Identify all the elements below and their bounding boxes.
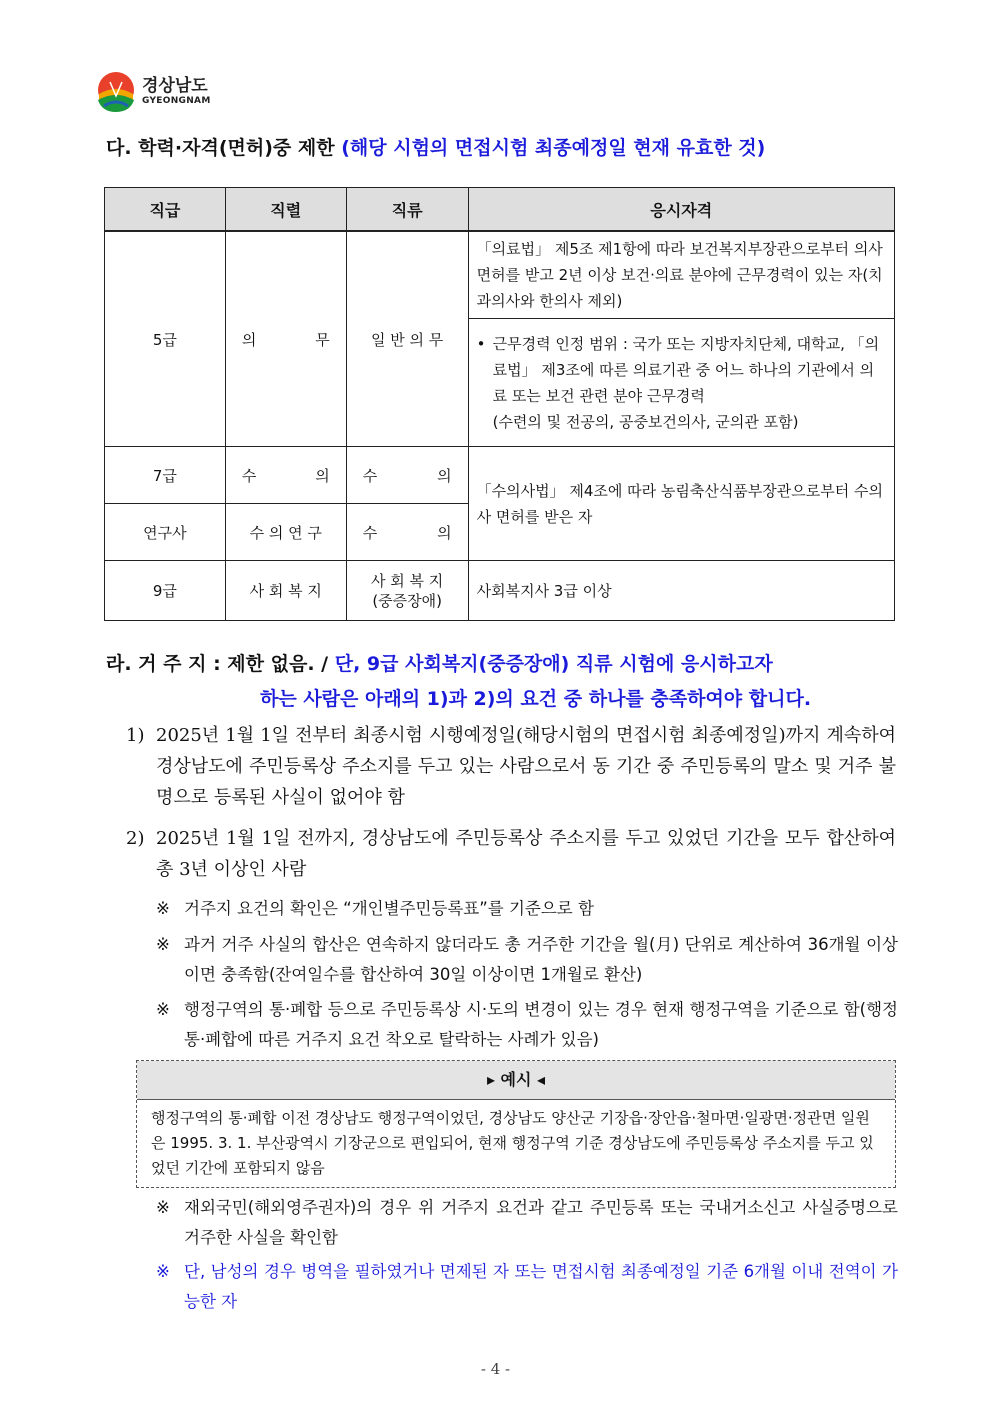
- table-row: [105, 447, 895, 504]
- section-residence-title: 라. 거 주 지 : 제한 없음. /: [106, 653, 329, 675]
- series-char: 의: [241, 330, 257, 349]
- work-experience-scope: 근무경력 인정 범위 : 국가 또는 지방자치단체, 대학교, 「의료법」 제3조에 따른 의료기관 중 어느 하나의 기관에서 의료 또는 보건 관련 분야 근무경력: [492, 334, 880, 405]
- note-mark: ※: [156, 899, 170, 918]
- note-text: 단, 남성의 경우 병역을 필하였거나 면제된 자 또는 면접시험 최종예정일 기준 6개월 이내 전역이 가능한 자: [184, 1262, 898, 1311]
- cell-qualification: 「의료법」 제5조 제1항에 따라 보건복지부장관으로부터 의사 면허를 받고 2년 이상 보건·의료 분야에 근무경력이 있는 자(치과의사와 한의사 제외): [468, 231, 894, 319]
- table-row: [105, 561, 895, 621]
- header-series: 직렬: [225, 188, 346, 232]
- note-text: 행정구역의 통·폐합 등으로 주민등록상 시·도의 변경이 있는 경우 현재 행정구역을 기준으로 함(행정 통·폐합에 따른 거주지 요건 착오로 탈락하는 사례가 있음): [184, 1000, 898, 1049]
- cell-qualification: 사회복지사 3급 이상: [468, 561, 894, 621]
- category-line: (중증장애): [372, 591, 442, 610]
- logo-name-kr: 경상남도: [142, 76, 208, 96]
- qualification-table: [104, 187, 895, 621]
- cell-category: [346, 447, 468, 504]
- gyeongnam-emblem-icon: [96, 70, 136, 114]
- cell-series: [225, 231, 346, 447]
- category-char: 의: [437, 466, 452, 485]
- item-number: 1): [126, 725, 145, 746]
- cell-qualification: 「수의사법」 제4조에 따라 농림축산식품부장관으로부터 수의사 면허를 받은 자: [468, 447, 894, 561]
- gyeongnam-logo: [96, 70, 211, 114]
- page-number: - 4 -: [480, 1360, 511, 1378]
- note-mark: ※: [156, 1198, 170, 1217]
- section-residence-note-2: 하는 사람은 아래의 1)과 2)의 요건 중 하나를 충족하여야 합니다.: [260, 688, 812, 710]
- cell-category: [346, 561, 468, 621]
- work-experience-include: (수련의 및 전공의, 공중보건의사, 군의관 포함): [492, 412, 799, 431]
- series-char: 무: [315, 330, 330, 349]
- list-item: [126, 823, 896, 885]
- note-item: [156, 894, 898, 924]
- section-education-heading: [106, 133, 765, 160]
- note-text: 재외국민(해외영주권자)의 경우 위 거주지 요건과 같고 주민등록 또는 국내거소신고 사실증명으로 거주한 사실을 확인함: [184, 1198, 898, 1247]
- cell-series: [225, 447, 346, 504]
- series-char: 의: [315, 466, 330, 485]
- cell-grade: 7급: [105, 447, 226, 504]
- category-char: 수: [362, 466, 378, 485]
- bullet-mark: •: [476, 334, 486, 353]
- note-mark: ※: [156, 1000, 170, 1019]
- cell-category: [346, 504, 468, 561]
- note-text: 과거 거주 사실의 합산은 연속하지 않더라도 총 거주한 기간을 월(月) 단위로 계산하여 36개월 이상이면 충족함(잔여일수를 합산하여 30일 이상이면 1개월로 환산): [184, 935, 898, 984]
- cell-grade: 연구사: [105, 504, 226, 561]
- cell-grade: 5급: [105, 231, 226, 447]
- header-qualification: 응시자격: [468, 188, 894, 232]
- cell-grade: 9급: [105, 561, 226, 621]
- note-item: [156, 1193, 898, 1253]
- item-text: 2025년 1월 1일 전까지, 경상남도에 주민등록상 주소지를 두고 있었던 기간을 모두 합산하여 총 3년 이상인 사람: [156, 828, 896, 880]
- section-residence-note-1: 단, 9급 사회복지(중증장애) 직류 시험에 응시하고자: [334, 653, 773, 675]
- series-char: 수: [241, 466, 257, 485]
- section-education-note: (해당 시험의 면접시험 최종예정일 현재 유효한 것): [341, 137, 766, 159]
- cell-category: 일 반 의 무: [346, 231, 468, 447]
- table-row: [105, 231, 895, 319]
- note-mark: ※: [156, 1262, 170, 1281]
- example-box: [136, 1060, 896, 1188]
- example-body: 행정구역의 통·폐합 이전 경상남도 행정구역이었던, 경상남도 양산군 기장읍·장안읍·철마면·일광면·정관면 일원은 1995. 3. 1. 부산광역시 기장군으로 편입되어, 현재 행정구역 기준 경상남도에 주민등록상 주소지를 두고 있었던 기간에 포함되지 않음: [151, 1109, 874, 1177]
- note-item: [156, 930, 898, 990]
- section-education-title: 다. 학력·자격(면허)중 제한: [106, 137, 335, 159]
- section-residence-heading: [106, 649, 773, 676]
- logo-name-en: GYEONGNAM: [142, 96, 211, 106]
- header-grade: 직급: [105, 188, 226, 232]
- item-number: 2): [126, 828, 145, 849]
- note-item: [156, 1257, 898, 1317]
- list-item: [126, 720, 896, 813]
- category-char: 의: [437, 523, 452, 542]
- table-header-row: [105, 188, 895, 232]
- cell-series: 사 회 복 지: [225, 561, 346, 621]
- note-text: 거주지 요건의 확인은 “개인별주민등록표”를 기준으로 함: [184, 899, 594, 918]
- category-char: 수: [362, 523, 378, 542]
- cell-qualification-detail: [468, 319, 894, 447]
- note-mark: ※: [156, 935, 170, 954]
- cell-series: 수 의 연 구: [225, 504, 346, 561]
- example-heading: ▸ 예시 ◂: [137, 1061, 895, 1100]
- item-text: 2025년 1월 1일 전부터 최종시험 시행예정일(해당시험의 면접시험 최종예정일)까지 계속하여 경상남도에 주민등록상 주소지를 두고 있는 사람으로서 동 기간 중 주민등록의 말소 및 거주 불명으로 등록된 사실이 없어야 함: [156, 725, 896, 808]
- note-item: [156, 995, 898, 1055]
- category-line: 사 회 복 지: [371, 571, 444, 590]
- header-category: 직류: [346, 188, 468, 232]
